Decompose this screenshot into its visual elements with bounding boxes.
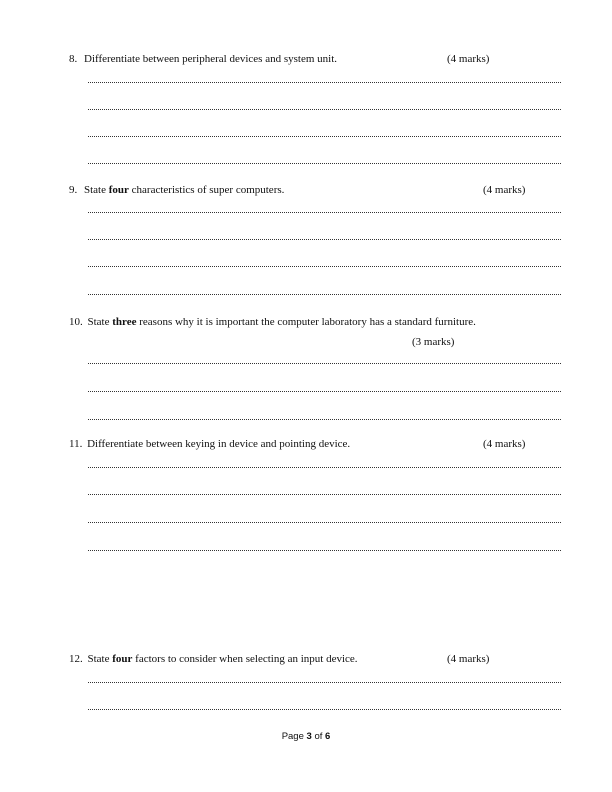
question-10 bbox=[69, 316, 476, 329]
question-number: 9. bbox=[69, 184, 78, 196]
answer-line[interactable] bbox=[88, 109, 561, 110]
answer-line[interactable] bbox=[88, 494, 561, 495]
page-footer: Page 3 of 6 bbox=[281, 731, 331, 742]
answer-line[interactable] bbox=[88, 419, 561, 420]
marks-label: (4 marks) bbox=[447, 653, 490, 665]
emphasis: four bbox=[108, 184, 129, 196]
answer-line[interactable] bbox=[88, 212, 561, 213]
marks-label: (4 marks) bbox=[483, 438, 526, 450]
question-text: State four factors to consider when selecting an input device. bbox=[87, 653, 358, 665]
question-text: Differentiate between keying in device and pointing device. bbox=[87, 438, 351, 450]
question-number: 10. bbox=[69, 316, 83, 328]
current-page: 3 bbox=[306, 731, 312, 742]
question-number: 11. bbox=[69, 438, 83, 450]
answer-line[interactable] bbox=[88, 363, 561, 364]
answer-line[interactable] bbox=[88, 550, 561, 551]
total-pages: 6 bbox=[325, 731, 331, 742]
emphasis: three bbox=[112, 316, 137, 328]
marks-label: (3 marks) bbox=[412, 336, 455, 348]
answer-line[interactable] bbox=[88, 467, 561, 468]
emphasis: four bbox=[112, 653, 133, 665]
answer-line[interactable] bbox=[88, 391, 561, 392]
question-8 bbox=[69, 53, 337, 66]
marks-label: (4 marks) bbox=[447, 53, 490, 65]
answer-line[interactable] bbox=[88, 239, 561, 240]
answer-line[interactable] bbox=[88, 136, 561, 137]
answer-line[interactable] bbox=[88, 82, 561, 83]
answer-line[interactable] bbox=[88, 163, 561, 164]
answer-line[interactable] bbox=[88, 522, 561, 523]
question-text: Differentiate between peripheral devices and system unit. bbox=[84, 53, 338, 65]
answer-line[interactable] bbox=[88, 682, 561, 683]
question-12 bbox=[69, 653, 358, 666]
answer-line[interactable] bbox=[88, 709, 561, 710]
answer-line[interactable] bbox=[88, 266, 561, 267]
question-9 bbox=[69, 184, 284, 197]
answer-line[interactable] bbox=[88, 294, 561, 295]
marks-label: (4 marks) bbox=[483, 184, 526, 196]
question-text: State three reasons why it is important the computer laboratory has a standard furniture. bbox=[87, 316, 476, 328]
question-number: 8. bbox=[69, 53, 78, 65]
question-text: State four characteristics of super computers. bbox=[84, 184, 285, 196]
question-number: 12. bbox=[69, 653, 83, 665]
question-11 bbox=[69, 438, 350, 451]
